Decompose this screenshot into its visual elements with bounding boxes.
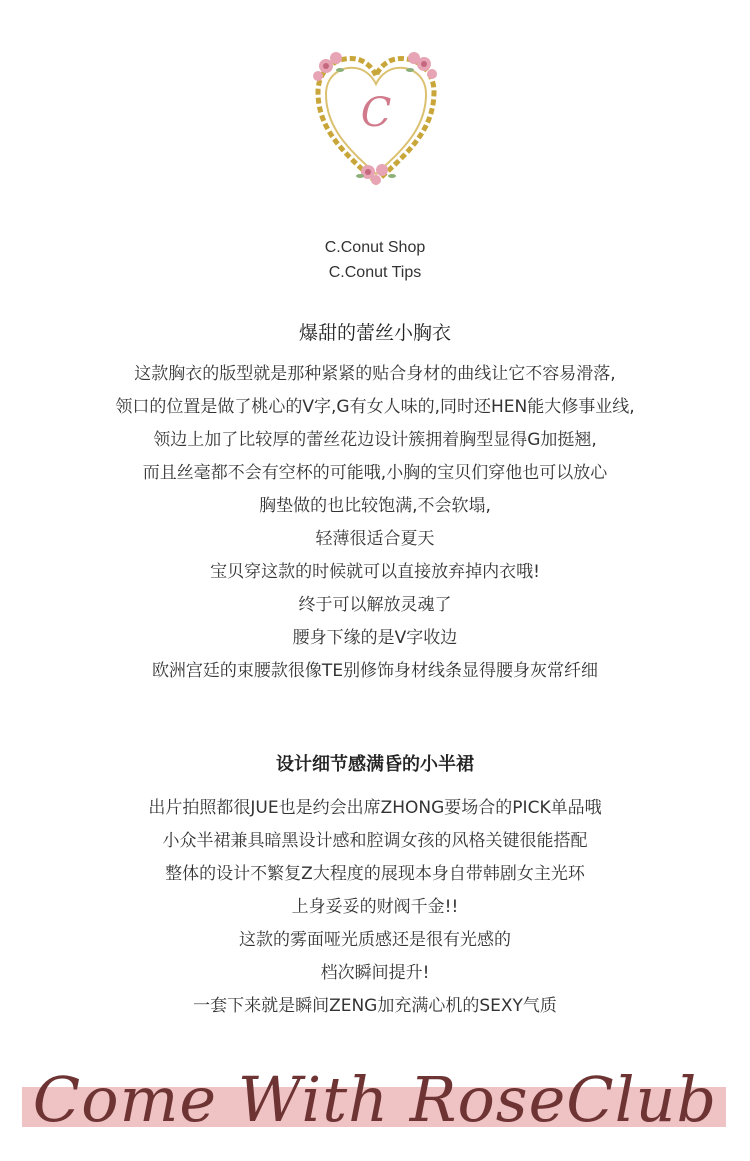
body-line: 胸垫做的也比较饱满,不会软塌, — [259, 496, 491, 516]
body-line: 档次瞬间提升! — [320, 963, 430, 983]
body-line: 欧洲宫廷的束腰款很像TE别修饰身材线条显得腰身灰常纤细 — [151, 661, 599, 681]
body-line: 宝贝穿这款的时候就可以直接放弃掉内衣哦! — [210, 562, 540, 582]
body-line: 腰身下缘的是V字收边 — [292, 628, 458, 648]
body-line: 领口的位置是做了桃心的V字,G有女人味的,同时还HEN能大修事业线, — [115, 397, 635, 417]
section1-body — [0, 358, 750, 688]
heart-wreath-logo — [308, 44, 444, 192]
shop-name: C.Conut Shop — [324, 239, 426, 256]
body-line: 这款胸衣的版型就是那种紧紧的贴合身材的曲线让它不容易滑落, — [134, 364, 616, 384]
shop-tips: C.Conut Tips — [328, 264, 422, 281]
logo-letter: C — [360, 90, 392, 136]
body-line: 整体的设计不繁复Z大程度的展现本身自带韩剧女主光环 — [165, 864, 585, 884]
section2-body — [0, 792, 750, 1023]
body-line: 而且丝毫都不会有空杯的可能哦,小胸的宝贝们穿他也可以放心 — [142, 463, 608, 483]
body-line: 一套下来就是瞬间ZENG加充满心机的SEXY气质 — [193, 996, 557, 1016]
heart-wreath-icon — [308, 44, 444, 192]
body-line: 出片拍照都很JUE也是约会出席ZHONG要场合的PICK单品哦 — [148, 798, 602, 818]
body-line: 这款的雾面哑光质感还是很有光感的 — [239, 930, 511, 950]
shop-header — [0, 235, 750, 285]
body-line: 终于可以解放灵魂了 — [298, 595, 452, 615]
body-line: 领边上加了比较厚的蕾丝花边设计簇拥着胸型显得G加挺翘, — [153, 430, 597, 450]
body-line: 小众半裙兼具暗黑设计感和腔调女孩的风格关键很能搭配 — [162, 831, 588, 851]
section2-title: 设计细节感满昏的小半裙 — [276, 754, 474, 775]
body-line: 上身妥妥的财阀千金!! — [291, 897, 459, 917]
section1-title: 爆甜的蕾丝小胸衣 — [298, 322, 451, 344]
body-line: 轻薄很适合夏天 — [315, 529, 435, 549]
banner-slogan: Come With RoseClub — [32, 1063, 718, 1136]
